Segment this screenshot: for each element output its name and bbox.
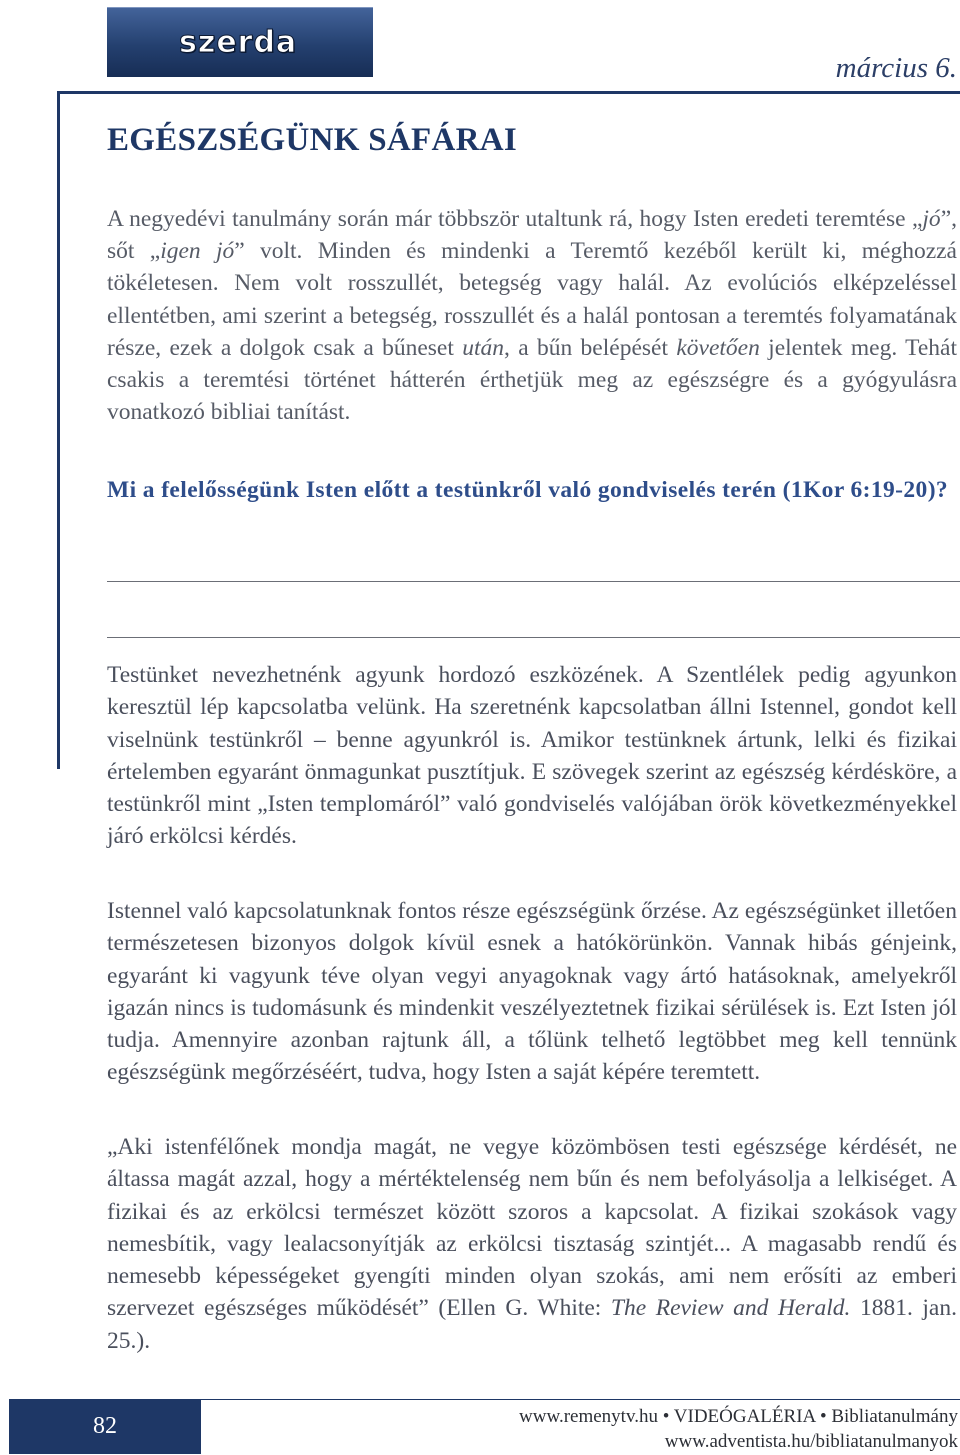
header-rule: [57, 91, 960, 94]
day-badge: [107, 7, 373, 77]
side-rule: [57, 94, 60, 769]
emphasis-text: The Review and Herald.: [610, 1295, 851, 1322]
emphasis-text: jó: [922, 206, 941, 232]
body-paragraph-1: Testünket nevezhetnénk agyunk hordozó eszközének. A Szentlélek pedig agyunkon keresztül lép kapcsolatba velünk. Ha szeretnénk kapcsolatban állni Istennel, gondot kell viselnünk testünkről – benne agyunkról is. Amikor testünknek ártunk, lelki és fizikai értelemben egyaránt önmagunkat pusztítjuk. E szövegek szerint az egészség kérdésköre, a testünkről mint „Isten templomáról” való gondviselés valójában örök következményekkel járó erkölcsi kérdés.: [107, 662, 957, 850]
quote-paragraph: „Aki istenfélőnek mondja magát, ne vegye közömbösen testi egészsége kérdését, ne áltassa magát azzal, hogy a mértéktelenség nem bűn és nem befolyásolja a lelkiséget. A fizikai és az erkölcsi természet között szoros a kapcsolat. A fizikai szokások vagy nemesbítik, vagy lealacsonyítják az erkölcsi tisztaság szintjét... A magasabb rendű és nemesebb képességeket gyengíti minden olyan szokás, ami nem erősíti az emberi szervezet egészséges működését” (Ellen G. White: The Review and Herald. 1881. jan. 25.).: [107, 1134, 957, 1354]
day-label: szerda: [179, 25, 298, 60]
intro-paragraph: A negyedévi tanulmány során már többször utaltunk rá, hogy Isten eredeti teremtése „jó”, sőt „igen jó” volt. Minden és mindenki a Teremtő kezéből került ki, méghozzá tökéletesen. Nem volt rosszullét, betegség vagy halál. Az evolúciós elképzeléssel ellentétben, ami szerint a betegség, rosszullét és a halál pontosan a teremtés folyamatának része, ezek a dolgok csak a bűneset után, a bűn belépését követően jelentek meg. Tehát csakis a teremtési történet hátterén érthetjük meg az egészségre és a gyógyulásra vonatkozó bibliai tanítást.: [107, 206, 957, 426]
footer-rule: [201, 1399, 960, 1400]
footer-link-remenytv[interactable]: www.remenytv.hu • VIDEÓGALÉRIA • Bibliatanulmány: [519, 1406, 958, 1427]
emphasis-text: igen jó: [160, 238, 235, 265]
footer-link-adventista[interactable]: www.adventista.hu/bibliatanulmanyok: [664, 1431, 958, 1452]
answer-line[interactable]: [107, 581, 960, 582]
lesson-date: március 6.: [835, 52, 957, 84]
body-paragraph-2: Istennel való kapcsolatunknak fontos része egészségünk őrzése. Az egészségünket illetően természetesen bizonyos dolgok kívül esnek a hatókörünkön. Vannak hibás génjeink, egyaránt ki vagyunk téve olyan vegyi anyagoknak vagy ártó hatásoknak, amelyekről igazán nincs is tudomásunk és mindenkit veszélyeztetnek fizikai sérülések is. Ezt Isten jól tudja. Amennyire azonban rajtunk áll, a tőlünk telhető legtöbbet meg kell tennünk egészségünk megőrzéséért, tudva, hogy Isten a saját képére teremtett.: [107, 898, 957, 1086]
footer-links: [519, 1404, 958, 1454]
emphasis-text: után: [462, 334, 504, 361]
answer-line[interactable]: [107, 637, 960, 638]
study-question: Mi a felelősségünk Isten előtt a testünkről való gondviselés terén (1Kor 6:19-20)?: [107, 477, 949, 503]
lesson-title: EGÉSZSÉGÜNK SÁFÁRAI: [107, 122, 518, 158]
page-number: 82: [9, 1399, 201, 1454]
emphasis-text: követően: [676, 334, 760, 361]
